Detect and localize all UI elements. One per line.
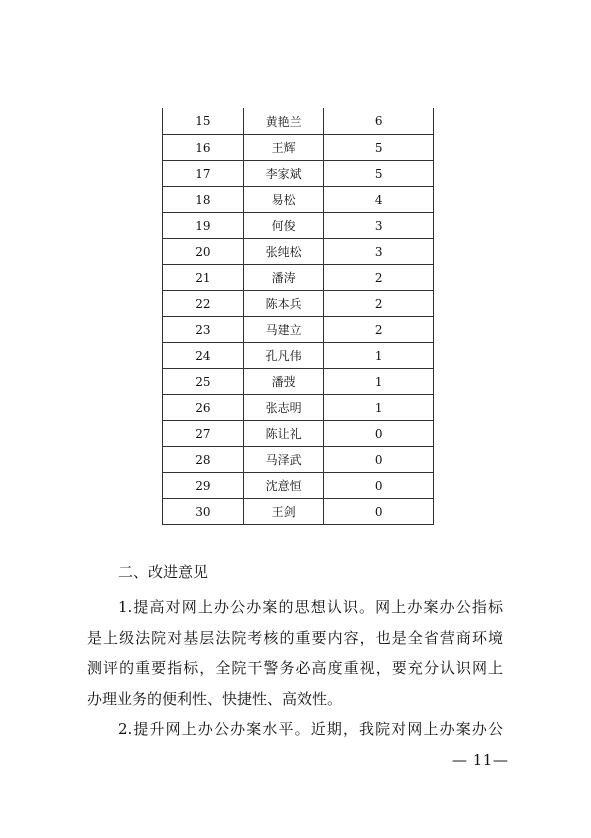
table-row xyxy=(163,473,434,499)
table-row xyxy=(163,265,434,291)
table-row xyxy=(163,447,434,473)
rank-cell: 17 xyxy=(163,161,244,187)
results-table xyxy=(162,108,434,525)
paragraph-line: 2.提升网上办公办案水平。近期，我院对网上办案办公 xyxy=(118,720,503,738)
count-cell: 4 xyxy=(324,187,434,213)
name-cell: 马建立 xyxy=(243,317,324,343)
name-cell: 李家斌 xyxy=(243,161,324,187)
count-cell: 3 xyxy=(324,213,434,239)
table-row xyxy=(163,369,434,395)
name-cell: 陈让礼 xyxy=(243,421,324,447)
table-row xyxy=(163,499,434,525)
rank-cell: 26 xyxy=(163,395,244,421)
count-cell: 2 xyxy=(324,291,434,317)
name-cell: 潘弢 xyxy=(243,369,324,395)
paragraph-line: 测评的重要指标，全院干警务必高度重视，要充分认识网上 xyxy=(87,659,503,677)
count-cell: 3 xyxy=(324,239,434,265)
name-cell: 张纯松 xyxy=(243,239,324,265)
name-cell: 王剑 xyxy=(243,499,324,525)
table-row xyxy=(163,213,434,239)
count-cell: 0 xyxy=(324,421,434,447)
section-heading: 二、改进意见 xyxy=(118,563,209,581)
table-row xyxy=(163,108,434,135)
paragraph-2 xyxy=(87,714,503,745)
rank-cell: 22 xyxy=(163,291,244,317)
page-number: — 11— xyxy=(452,751,509,769)
table-row xyxy=(163,135,434,161)
table-row xyxy=(163,161,434,187)
count-cell: 0 xyxy=(324,499,434,525)
count-cell: 6 xyxy=(324,108,434,135)
rank-cell: 30 xyxy=(163,499,244,525)
table-row xyxy=(163,187,434,213)
rank-cell: 28 xyxy=(163,447,244,473)
paragraph-line: 是上级法院对基层法院考核的重要内容，也是全省营商环境 xyxy=(87,628,503,647)
table-row xyxy=(163,395,434,421)
name-cell: 孔凡伟 xyxy=(243,343,324,369)
rank-cell: 27 xyxy=(163,421,244,447)
count-cell: 2 xyxy=(324,317,434,343)
results-table-container xyxy=(162,108,434,525)
table-row xyxy=(163,239,434,265)
count-cell: 1 xyxy=(324,343,434,369)
rank-cell: 20 xyxy=(163,239,244,265)
name-cell: 沈意恒 xyxy=(243,473,324,499)
name-cell: 马泽武 xyxy=(243,447,324,473)
rank-cell: 25 xyxy=(163,369,244,395)
rank-cell: 19 xyxy=(163,213,244,239)
rank-cell: 23 xyxy=(163,317,244,343)
table-row xyxy=(163,343,434,369)
rank-cell: 18 xyxy=(163,187,244,213)
rank-cell: 29 xyxy=(163,473,244,499)
count-cell: 5 xyxy=(324,135,434,161)
name-cell: 王辉 xyxy=(243,135,324,161)
results-table-body xyxy=(163,108,434,525)
count-cell: 1 xyxy=(324,369,434,395)
paragraph-line: 办理业务的便利性、快捷性、高效性。 xyxy=(87,689,343,708)
rank-cell: 24 xyxy=(163,343,244,369)
paragraph-line: 1.提高对网上办公办案的思想认识。网上办案办公指标 xyxy=(118,598,503,616)
name-cell: 潘涛 xyxy=(243,265,324,291)
count-cell: 0 xyxy=(324,473,434,499)
count-cell: 0 xyxy=(324,447,434,473)
rank-cell: 16 xyxy=(163,135,244,161)
rank-cell: 15 xyxy=(163,108,244,135)
rank-cell: 21 xyxy=(163,265,244,291)
table-row xyxy=(163,317,434,343)
count-cell: 1 xyxy=(324,395,434,421)
table-row xyxy=(163,291,434,317)
name-cell: 黄艳兰 xyxy=(243,108,324,135)
name-cell: 陈本兵 xyxy=(243,291,324,317)
table-row xyxy=(163,421,434,447)
count-cell: 2 xyxy=(324,265,434,291)
name-cell: 易松 xyxy=(243,187,324,213)
name-cell: 张志明 xyxy=(243,395,324,421)
paragraph-1 xyxy=(87,592,503,714)
name-cell: 何俊 xyxy=(243,213,324,239)
count-cell: 5 xyxy=(324,161,434,187)
